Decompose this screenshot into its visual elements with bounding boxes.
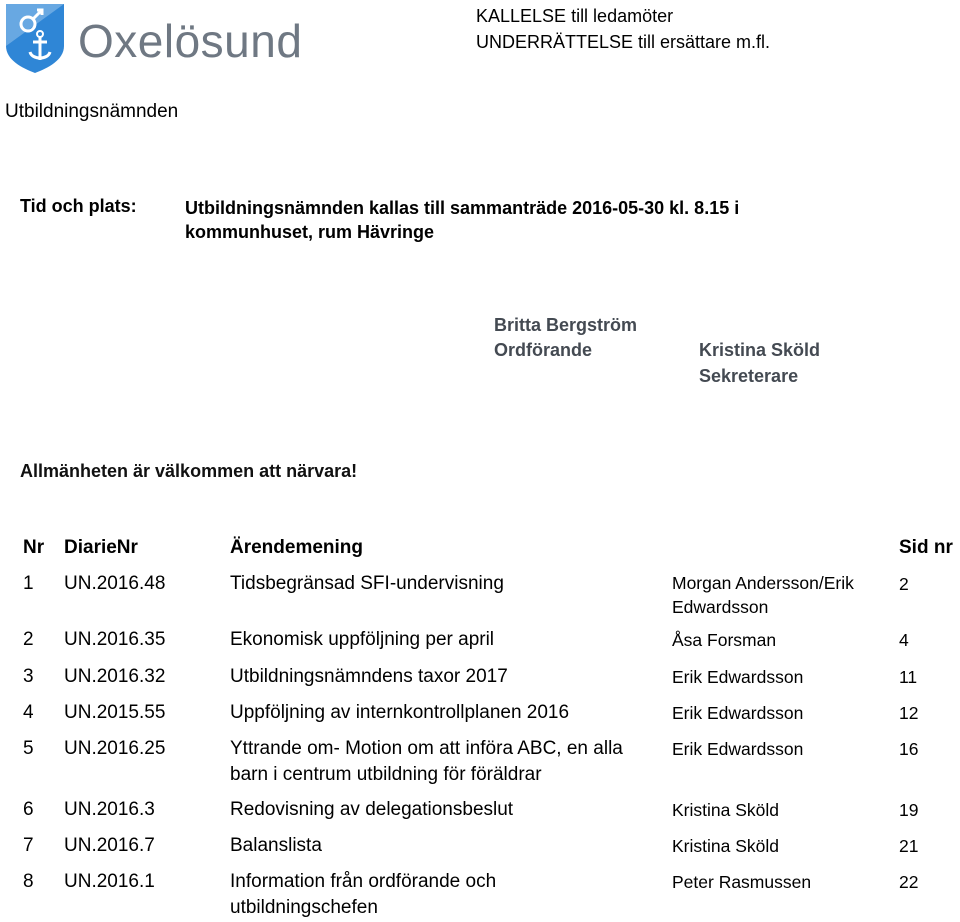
row-foredragande: Kristina Sköld bbox=[672, 836, 779, 856]
row-nr: 7 bbox=[23, 835, 34, 856]
row-sid: 2 bbox=[899, 574, 909, 594]
row-foredragande: Kristina Sköld bbox=[672, 800, 779, 820]
row-nr: 1 bbox=[23, 573, 34, 594]
row-arende: Ekonomisk uppföljning per april bbox=[230, 629, 495, 650]
header-arende: Ärendemening bbox=[230, 537, 364, 558]
committee-name: Utbildningsnämnden bbox=[5, 101, 179, 122]
row-arende: Redovisning av delegationsbeslut bbox=[230, 799, 514, 820]
row-diarienr: UN.2016.48 bbox=[64, 573, 166, 594]
row-nr: 4 bbox=[23, 702, 34, 723]
header-nr: Nr bbox=[23, 537, 45, 558]
row-sid: 22 bbox=[899, 872, 919, 892]
meeting-label: Tid och plats: bbox=[20, 196, 137, 216]
row-foredragande: Peter Rasmussen bbox=[672, 872, 812, 892]
row-foredragande: Åsa Forsman bbox=[672, 630, 777, 650]
logo-wordmark: Oxelösund bbox=[78, 15, 303, 67]
meeting-text: Utbildningsnämnden kallas till sammanträde 2016-05-30 kl. 8.15 i kommunhuset, rum Hävringe bbox=[185, 198, 740, 242]
row-sid: 16 bbox=[899, 739, 919, 759]
row-foredragande: Erik Edwardsson bbox=[672, 667, 804, 687]
row-foredragande: Erik Edwardsson bbox=[672, 739, 804, 759]
welcome-text: Allmänheten är välkommen att närvara! bbox=[20, 461, 358, 481]
row-nr: 3 bbox=[23, 666, 34, 687]
row-diarienr: UN.2016.25 bbox=[64, 738, 166, 759]
row-sid: 19 bbox=[899, 800, 919, 820]
row-sid: 11 bbox=[899, 667, 918, 687]
notice-title: KALLELSE till ledamöter bbox=[476, 6, 674, 26]
row-arende: Balanslista bbox=[230, 835, 322, 856]
row-nr: 6 bbox=[23, 799, 34, 820]
chair-name: Britta Bergström bbox=[494, 315, 638, 335]
row-foredragande: Morgan Andersson/Erik Edwardsson bbox=[672, 573, 854, 617]
row-arende: Information från ordförande och utbildningschefen bbox=[230, 871, 497, 918]
coat-of-arms-icon bbox=[4, 2, 66, 74]
row-foredragande: Erik Edwardsson bbox=[672, 703, 804, 723]
row-diarienr: UN.2015.55 bbox=[64, 702, 166, 723]
header-diarienr: DiarieNr bbox=[64, 537, 138, 558]
notice-subtitle: UNDERRÄTTELSE till ersättare m.fl. bbox=[476, 32, 771, 52]
row-diarienr: UN.2016.1 bbox=[64, 871, 155, 892]
row-nr: 2 bbox=[23, 629, 34, 650]
header-sid: Sid nr bbox=[899, 537, 953, 558]
row-diarienr: UN.2016.3 bbox=[64, 799, 155, 820]
row-diarienr: UN.2016.7 bbox=[64, 835, 155, 856]
row-nr: 5 bbox=[23, 738, 34, 759]
row-diarienr: UN.2016.35 bbox=[64, 629, 166, 650]
row-arende: Yttrande om- Motion om att införa ABC, en alla barn i centrum utbildning för föräldrar bbox=[230, 738, 623, 785]
row-sid: 21 bbox=[899, 836, 919, 856]
row-arende: Uppföljning av internkontrollplanen 2016 bbox=[230, 702, 570, 723]
row-arende: Utbildningsnämndens taxor 2017 bbox=[230, 666, 508, 687]
secretary-title: Sekreterare bbox=[699, 366, 799, 386]
row-sid: 12 bbox=[899, 703, 919, 723]
row-sid: 4 bbox=[899, 630, 909, 650]
row-arende: Tidsbegränsad SFI-undervisning bbox=[230, 573, 504, 594]
oxelosund-logo bbox=[4, 2, 320, 76]
chair-title: Ordförande bbox=[494, 340, 593, 360]
row-diarienr: UN.2016.32 bbox=[64, 666, 166, 687]
secretary-name: Kristina Sköld bbox=[699, 340, 821, 360]
row-nr: 8 bbox=[23, 871, 34, 892]
